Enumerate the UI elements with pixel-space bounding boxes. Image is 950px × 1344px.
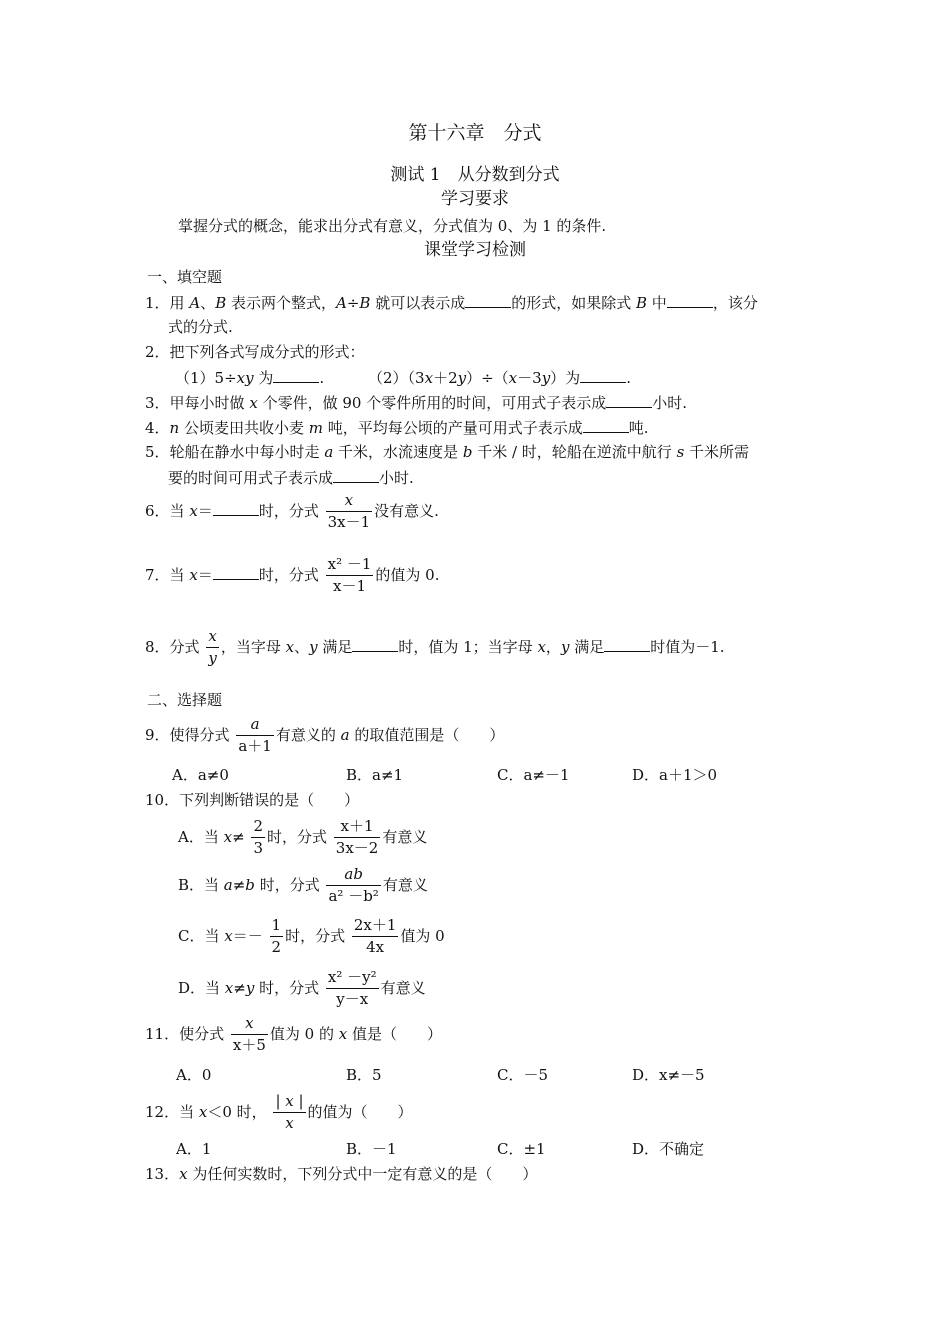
test-title: 测试 1 从分数到分式 <box>390 165 560 185</box>
fraction: $\frac{| x |}{x}$ <box>275 1092 304 1133</box>
question-5: 5．轮船在静水中每小时走 a 千米，水流速度是 b 千米 / 时，轮船在逆流中航行 s 千米所需 <box>145 443 750 461</box>
q11-option-b[interactable]: B．5 <box>346 1066 382 1084</box>
answer-blank[interactable] <box>213 503 259 516</box>
fraction: $\frac{x+1}{3x-2}$ <box>335 817 379 858</box>
question-2: 2．把下列各式写成分式的形式： <box>145 343 365 361</box>
q12-option-a[interactable]: A．1 <box>176 1140 212 1158</box>
fraction: $\frac{ab}{\text{a² －b²}}$ <box>328 865 379 906</box>
question-1: 1．用 A、B 表示两个整式，A÷B 就可以表示成 的形式，如果除式 B 中 ，该分 <box>145 294 758 312</box>
answer-blank[interactable] <box>352 639 398 652</box>
question-12: 12．当 x＜0 时， $\frac{| x |}{x}$ 的值为（ ） <box>145 1092 413 1133</box>
answer-blank[interactable] <box>606 395 652 408</box>
fraction: $\frac{\text{x² －y²}}{y-x}$ <box>327 968 377 1009</box>
question-11: 11．使分式 $\frac{x}{x+5}$ 值为 0 的 x 值是（ ） <box>145 1014 443 1055</box>
q12-option-d[interactable]: D．不确定 <box>632 1140 705 1158</box>
q9-option-c[interactable]: C．a≠－1 <box>497 766 570 784</box>
question-5-line2: 要的时间可用式子表示成 小时. <box>168 469 414 487</box>
question-2-sub2: （2）（3x＋2y）÷（x－3y）为 . <box>368 369 631 387</box>
answer-blank[interactable] <box>580 370 626 383</box>
chapter-title: 第十六章 分式 <box>408 122 542 144</box>
q12-option-c[interactable]: C．±1 <box>497 1140 546 1158</box>
answer-blank[interactable] <box>465 295 511 308</box>
question-6: 6．当 x＝ 时，分式 $\frac{x}{3x-1}$ 没有意义. <box>145 491 439 532</box>
answer-blank[interactable] <box>213 567 259 580</box>
question-13: 13．x 为任何实数时，下列分式中一定有意义的是（ ） <box>145 1165 538 1183</box>
q9-option-a[interactable]: A．a≠0 <box>172 766 229 784</box>
q9-option-d[interactable]: D．a＋1＞0 <box>632 766 718 784</box>
question-1-line2: 式的分式. <box>168 318 233 336</box>
question-4: 4．n 公顷麦田共收小麦 m 吨，平均每公顷的产量可用式子表示成 吨. <box>145 419 649 437</box>
fraction: $\frac{\text{x² －1}}{x-1}$ <box>327 555 372 596</box>
fraction: $\frac{2}{3}$ <box>253 817 263 858</box>
q10-option-d[interactable]: D．当 x≠y 时，分式 $\frac{\text{x² －y²}}{y-x}$ 有意义 <box>178 968 426 1009</box>
fraction: $\frac{1}{2}$ <box>271 916 282 957</box>
q11-option-d[interactable]: D．x≠－5 <box>632 1066 705 1084</box>
answer-blank[interactable] <box>583 420 629 433</box>
question-7: 7．当 x＝ 时，分式 $\frac{\text{x² －1}}{x-1}$ 的值为 0. <box>145 555 440 596</box>
question-10: 10．下列判断错误的是（ ） <box>145 791 360 809</box>
fraction: $\frac{2x+1}{4x}$ <box>353 916 397 957</box>
requirement-text: 掌握分式的概念，能求出分式有意义，分式值为 0、为 1 的条件. <box>178 217 607 235</box>
question-3: 3．甲每小时做 x 个零件，做 90 个零件所用的时间，可用式子表示成 小时. <box>145 394 687 412</box>
fraction: $\frac{x}{y}$ <box>208 627 217 668</box>
answer-blank[interactable] <box>273 370 319 383</box>
q9-option-b[interactable]: B．a≠1 <box>346 766 404 784</box>
section-requirements-heading: 学习要求 <box>441 189 509 209</box>
answer-blank[interactable] <box>333 470 379 483</box>
answer-blank[interactable] <box>667 295 713 308</box>
q10-option-b[interactable]: B．当 a≠b 时，分式 $\frac{ab}{\text{a² －b²}}$ 有意义 <box>178 865 428 906</box>
q11-option-c[interactable]: C．－5 <box>497 1066 549 1084</box>
answer-blank[interactable] <box>604 639 650 652</box>
q11-option-a[interactable]: A．0 <box>176 1066 212 1084</box>
part2-heading: 二、选择题 <box>147 691 223 709</box>
fraction: $\frac{x}{3x-1}$ <box>327 491 371 532</box>
fraction: $\frac{a}{a+1}$ <box>238 715 272 756</box>
q10-option-a[interactable]: A．当 x≠ $\frac{2}{3}$ 时，分式 $\frac{x+1}{3x-2}$ 有意义 <box>178 817 428 858</box>
q10-option-c[interactable]: C．当 x＝－ $\frac{1}{2}$ 时，分式 $\frac{2x+1}{4x}$ 值为 0 <box>178 916 445 957</box>
question-9: 9．使得分式 $\frac{a}{a+1}$ 有意义的 a 的取值范围是（ ） <box>145 715 505 756</box>
section-check-heading: 课堂学习检测 <box>424 240 526 260</box>
fraction: $\frac{x}{x+5}$ <box>232 1014 266 1055</box>
q12-option-b[interactable]: B．－1 <box>346 1140 397 1158</box>
part1-heading: 一、填空题 <box>147 268 223 286</box>
question-8: 8．分式 $\frac{x}{y}$ ，当字母 x、y 满足 时，值为 1；当字母 x，y 满足 时值为－1. <box>145 627 725 668</box>
question-2-sub1: （1）5÷xy 为 . <box>175 369 325 387</box>
